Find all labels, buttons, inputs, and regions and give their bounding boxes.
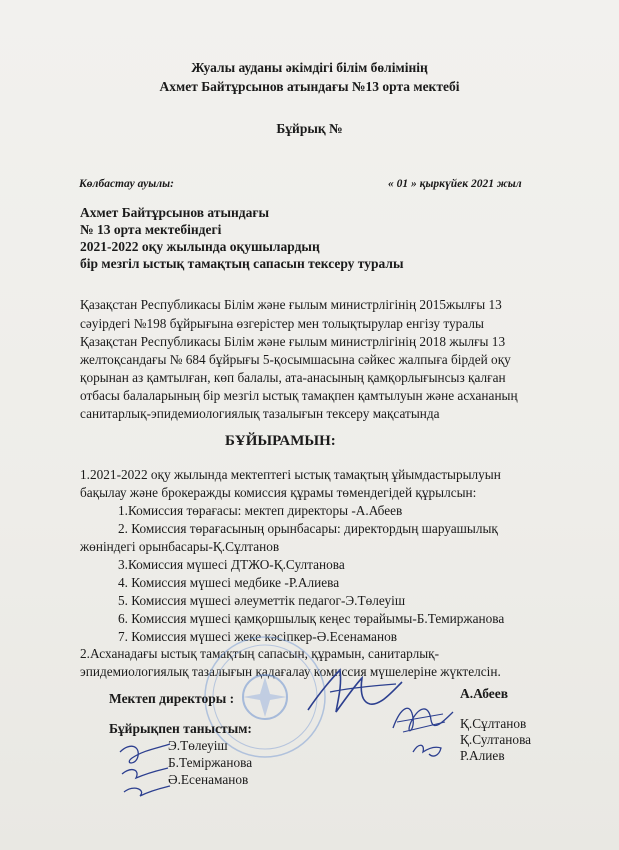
left-name-1: Э.Төлеуіш — [168, 738, 228, 753]
member-3: 3.Комиссия мүшесі ДТЖО-Қ.Султанова — [118, 557, 345, 572]
command-heading: БҰЙЫРАМЫН: — [225, 433, 336, 449]
preamble-line-5: қорынан аз қамтылған, көп балалы, ата-анасының қамқорлығынсыз қалған — [80, 370, 506, 385]
right-name-3: Р.Алиев — [460, 748, 505, 763]
right-signatures — [383, 692, 463, 772]
header-line-2: Ахмет Байтұрсынов атындағы №13 орта мектебі — [159, 79, 460, 94]
preamble-line-3: Қазақстан Республикасы Білім және ғылым министрлігінің 2018 жылғы 13 — [80, 334, 506, 349]
member-2: 2. Комиссия төрағасының орынбасары: директордың шаруашылық — [118, 521, 498, 536]
preamble-line-2: сәуірдегі №198 бұйрығына өзгерістер мен толықтырулар енгізу туралы — [80, 316, 484, 331]
acquainted-label: Бұйрықпен таныстым: — [109, 721, 252, 736]
item1-line-2: бақылау және брокеражды комиссия құрамы төмендегідей құрылсын: — [80, 485, 477, 500]
date: « 01 » қыркүйек 2021 жыл — [388, 178, 522, 190]
member-2-cont: жөніндегі орынбасары-Қ.Сұлтанов — [80, 539, 280, 554]
left-name-2: Б.Теміржанова — [168, 755, 253, 770]
subject-line-1: Ахмет Байтұрсынов атындағы — [80, 205, 270, 220]
header-line-1: Жуалы ауданы әкімдігі білім бөлімінің — [191, 60, 428, 75]
preamble-line-6: отбасы балаларының бір мезгіл ыстық тамақпен қамтылуын және асхананың — [80, 388, 518, 403]
director-label: Мектеп директоры : — [109, 691, 235, 706]
item2-line-2: эпидемиологиялық тазалығын қадағалау комиссия мүшелеріне жүктелсін. — [80, 664, 501, 679]
director-name: А.Абеев — [460, 686, 509, 701]
member-4: 4. Комиссия мүшесі медбике -Р.Алиева — [118, 575, 340, 590]
member-5: 5. Комиссия мүшесі әлеуметтік педагог-Э.Төлеуіш — [118, 593, 406, 608]
member-7: 7. Комиссия мүшесі жеке кәсіпкер-Ә.Есенаманов — [118, 629, 397, 644]
left-name-3: Ә.Есенаманов — [168, 772, 249, 787]
order-title: Бұйрық № — [276, 121, 343, 136]
preamble-line-1: Қазақстан Республикасы Білім және ғылым министрлігінің 2015жылғы 13 — [80, 297, 502, 312]
member-1: 1.Комиссия төрағасы: мектеп директоры -А.Абеев — [118, 503, 403, 518]
left-signatures — [110, 732, 180, 802]
subject-line-4: бір мезгіл ыстық тамақтың сапасын тексеру туралы — [80, 256, 404, 271]
subject-line-2: № 13 орта мектебіндегі — [80, 222, 222, 237]
item1-line-1: 1.2021-2022 оқу жылында мектептегі ыстық тамақтың ұйымдастырылуын — [80, 467, 501, 482]
item2-line-1: 2.Асханадағы ыстық тамақтың сапасын, құрамын, санитарлық- — [80, 646, 440, 661]
preamble-line-4: желтоқсандағы № 684 бұйрығы 5-қосымшасына сәйкес жалпыға бірдей оқу — [80, 352, 511, 367]
right-name-1: Қ.Сұлтанов — [460, 716, 527, 731]
place: Көлбастау ауылы: — [79, 178, 174, 190]
right-name-2: Қ.Султанова — [460, 732, 532, 747]
subject-line-3: 2021-2022 оқу жылында оқушылардың — [80, 239, 320, 254]
preamble-line-7: санитарлық-эпидемиологиялық тазалығын тексеру мақсатында — [80, 406, 440, 421]
member-6: 6. Комиссия мүшесі қамқоршылық кеңес төрайымы-Б.Темиржанова — [118, 611, 505, 626]
